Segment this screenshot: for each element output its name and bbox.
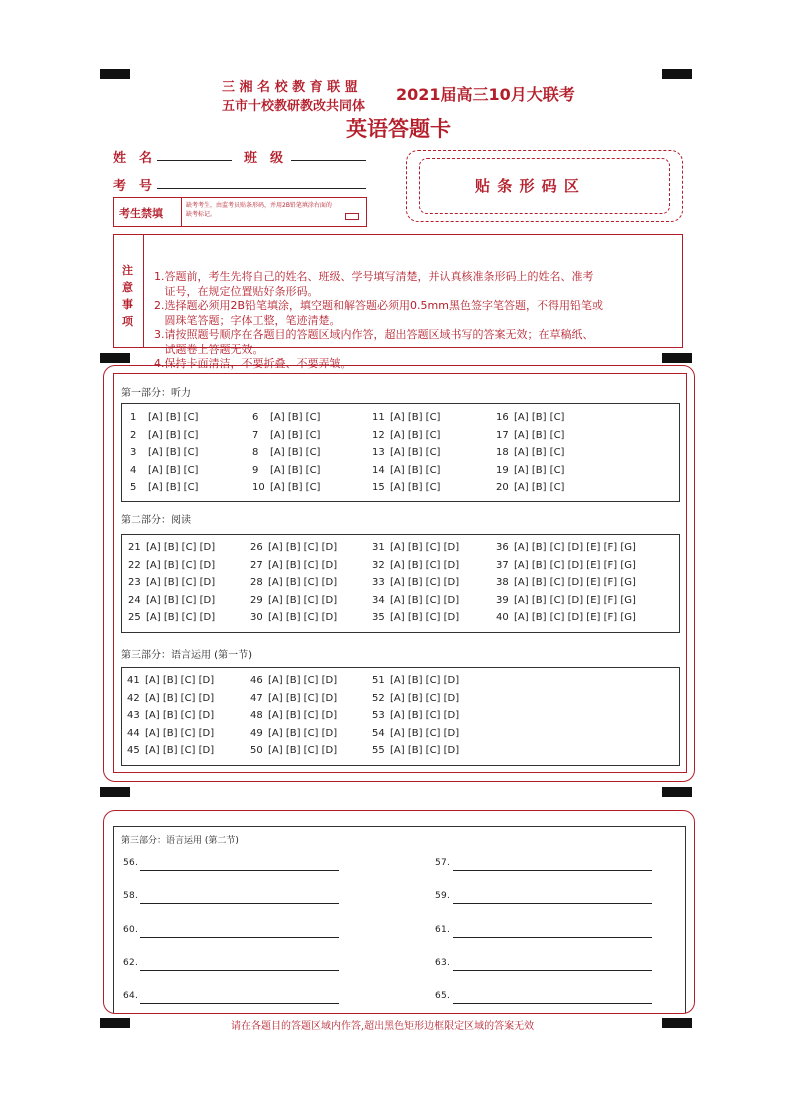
question-row[interactable]	[372, 542, 459, 553]
answer-options[interactable]: [A] [B] [C]	[514, 412, 565, 423]
question-number: 6	[252, 412, 259, 423]
question-row[interactable]	[496, 482, 564, 493]
blank-number: 64.	[123, 991, 139, 1001]
question-number: 53	[372, 710, 385, 721]
answer-options[interactable]: [A] [B] [C]	[148, 482, 199, 493]
question-row[interactable]	[372, 482, 440, 493]
question-row[interactable]	[372, 447, 440, 458]
question-number: 16	[496, 412, 509, 423]
answer-options[interactable]: [A] [B] [C]	[390, 447, 441, 458]
answer-options[interactable]: [A] [B] [C]	[148, 447, 199, 458]
part1-title: 第一部分：听力	[121, 388, 191, 399]
answer-options[interactable]: [A] [B] [C] [D] [E] [F] [G]	[514, 542, 636, 553]
timing-mark	[662, 353, 692, 363]
question-number: 47	[250, 692, 263, 704]
question-number: 37	[496, 559, 509, 571]
org-name-1: 三 湘 名 校 教 育 联 盟	[222, 80, 358, 95]
question-row[interactable]	[496, 447, 564, 458]
answer-options[interactable]: [A] [B] [C] [D]	[268, 559, 338, 571]
answer-options[interactable]: [A] [B] [C] [D]	[390, 727, 460, 739]
question-number: 41	[127, 675, 140, 686]
answer-line[interactable]	[453, 970, 652, 971]
answer-options[interactable]: [A] [B] [C]	[148, 429, 199, 441]
question-number: 12	[372, 429, 385, 441]
written-inner	[113, 826, 686, 1013]
question-row[interactable]	[130, 430, 198, 441]
name-field[interactable]	[157, 160, 232, 161]
question-row[interactable]	[130, 465, 198, 476]
answer-options[interactable]: [A] [B] [C] [D]	[268, 745, 338, 756]
question-row[interactable]	[250, 745, 337, 756]
answer-line[interactable]	[140, 1003, 339, 1004]
answer-options[interactable]: [A] [B] [C]	[270, 447, 321, 458]
blank-number: 62.	[123, 958, 139, 968]
question-number: 30	[250, 612, 263, 623]
question-row[interactable]	[372, 612, 459, 623]
answer-options[interactable]: [A] [B] [C] [D]	[390, 577, 460, 588]
question-row[interactable]	[252, 465, 320, 476]
question-row[interactable]	[250, 612, 337, 623]
answer-options[interactable]: [A] [B] [C]	[390, 482, 441, 493]
answer-options[interactable]: [A] [B] [C] [D]	[268, 577, 338, 588]
barcode-label: 贴 条 形 码 区	[475, 177, 580, 195]
answer-options[interactable]: [A] [B] [C] [D]	[145, 692, 215, 704]
question-number: 39	[496, 594, 509, 606]
question-number: 4	[130, 464, 137, 476]
question-row[interactable]	[372, 560, 459, 571]
question-number: 40	[496, 612, 509, 623]
question-row[interactable]	[250, 728, 337, 739]
answer-options[interactable]: [A] [B] [C] [D]	[146, 542, 216, 553]
question-row[interactable]	[250, 560, 337, 571]
answer-options[interactable]: [A] [B] [C]	[270, 464, 321, 476]
question-number: 26	[250, 542, 263, 553]
question-row[interactable]	[372, 675, 459, 686]
answer-options[interactable]: [A] [B] [C]	[514, 447, 565, 458]
part3a-title: 第三部分：语言运用 (第一节)	[121, 650, 252, 661]
blank-number: 57.	[435, 858, 451, 868]
blank-number: 61.	[435, 925, 451, 935]
question-number: 51	[372, 675, 385, 686]
question-row[interactable]	[130, 482, 198, 493]
answer-options[interactable]: [A] [B] [C] [D]	[390, 692, 460, 704]
question-row[interactable]	[128, 560, 215, 571]
absent-box	[113, 197, 367, 227]
question-row[interactable]	[496, 595, 636, 606]
answer-options[interactable]: [A] [B] [C] [D]	[390, 745, 460, 756]
question-number: 31	[372, 542, 385, 553]
answer-line[interactable]	[453, 1003, 652, 1004]
question-row[interactable]	[372, 728, 459, 739]
blank-number: 60.	[123, 925, 139, 935]
answer-options[interactable]: [A] [B] [C]	[270, 412, 321, 423]
question-row[interactable]	[496, 430, 564, 441]
notes-box	[113, 234, 683, 370]
question-number: 18	[496, 447, 509, 458]
question-number: 36	[496, 542, 509, 553]
question-number: 54	[372, 727, 385, 739]
number-field[interactable]	[157, 188, 366, 189]
question-number: 35	[372, 612, 385, 623]
question-number: 28	[250, 577, 263, 588]
question-row[interactable]	[252, 430, 320, 441]
absent-mark-box[interactable]	[345, 213, 359, 220]
timing-mark	[100, 1018, 130, 1028]
part2-title: 第二部分：阅读	[121, 515, 191, 526]
question-number: 45	[127, 745, 140, 756]
number-label: 考 号	[113, 179, 153, 194]
question-row[interactable]	[496, 465, 564, 476]
question-number: 10	[252, 482, 265, 493]
answer-options[interactable]: [A] [B] [C] [D]	[390, 612, 460, 623]
question-row[interactable]	[130, 447, 198, 458]
answer-options[interactable]: [A] [B] [C] [D]	[145, 710, 215, 721]
question-number: 52	[372, 692, 385, 704]
barcode-area	[406, 150, 683, 222]
answer-options[interactable]: [A] [B] [C] [D] [E] [F] [G]	[514, 594, 636, 606]
answer-options[interactable]: [A] [B] [C] [D]	[390, 559, 460, 571]
question-row[interactable]	[252, 447, 320, 458]
question-number: 33	[372, 577, 385, 588]
answer-options[interactable]: [A] [B] [C]	[270, 482, 321, 493]
question-number: 29	[250, 594, 263, 606]
blank-number: 63.	[435, 958, 451, 968]
answer-options[interactable]: [A] [B] [C]	[270, 429, 321, 441]
question-number: 14	[372, 464, 385, 476]
answer-line[interactable]	[140, 937, 339, 938]
question-number: 46	[250, 675, 263, 686]
question-row[interactable]	[496, 577, 636, 588]
question-row[interactable]	[372, 577, 459, 588]
question-number: 38	[496, 577, 509, 588]
answer-options[interactable]: [A] [B] [C] [D]	[268, 594, 338, 606]
question-row[interactable]	[496, 542, 636, 553]
question-row[interactable]	[252, 412, 320, 423]
answer-line[interactable]	[140, 970, 339, 971]
answer-options[interactable]: [A] [B] [C]	[514, 482, 565, 493]
answer-line[interactable]	[140, 870, 339, 871]
answer-options[interactable]: [A] [B] [C] [D]	[145, 727, 215, 739]
question-row[interactable]	[372, 430, 440, 441]
timing-mark	[100, 353, 130, 363]
class-field[interactable]	[291, 160, 366, 161]
question-number: 25	[128, 612, 141, 623]
question-number: 48	[250, 710, 263, 721]
question-row[interactable]	[128, 577, 215, 588]
question-number: 3	[130, 447, 137, 458]
answer-options[interactable]: [A] [B] [C]	[514, 464, 565, 476]
page-title: 英语答题卡	[346, 117, 451, 141]
answer-options[interactable]: [A] [B] [C]	[390, 429, 441, 441]
question-number: 7	[252, 429, 259, 441]
answer-options[interactable]: [A] [B] [C] [D]	[268, 710, 338, 721]
footer-note: 请在各题目的答题区域内作答,超出黑色矩形边框限定区域的答案无效	[231, 1021, 535, 1032]
question-row[interactable]	[128, 595, 215, 606]
answer-line[interactable]	[453, 903, 652, 904]
question-number: 9	[252, 464, 259, 476]
question-number: 19	[496, 464, 509, 476]
answer-options[interactable]: [A] [B] [C]	[148, 464, 199, 476]
question-row[interactable]	[250, 710, 337, 721]
question-number: 2	[130, 429, 137, 441]
question-number: 23	[128, 577, 141, 588]
question-row[interactable]	[372, 693, 459, 704]
answer-options[interactable]: [A] [B] [C] [D]	[390, 542, 460, 553]
blank-number: 59.	[435, 891, 451, 901]
part3b-title: 第三部分：语言运用 (第二节)	[121, 836, 239, 846]
blank-number: 58.	[123, 891, 139, 901]
question-number: 20	[496, 482, 509, 493]
answer-options[interactable]: [A] [B] [C] [D]	[146, 577, 216, 588]
question-number: 34	[372, 594, 385, 606]
absent-label: 考生禁填	[119, 207, 163, 220]
answer-options[interactable]: [A] [B] [C] [D] [E] [F] [G]	[514, 612, 636, 623]
question-row[interactable]	[252, 482, 320, 493]
question-number: 1	[130, 412, 137, 423]
answer-options[interactable]: [A] [B] [C] [D]	[146, 594, 216, 606]
question-row[interactable]	[127, 745, 214, 756]
answer-options[interactable]: [A] [B] [C]	[390, 464, 441, 476]
question-number: 15	[372, 482, 385, 493]
org-name-2: 五市十校教研教改共同体	[222, 99, 366, 114]
blank-number: 65.	[435, 991, 451, 1001]
question-number: 13	[372, 447, 385, 458]
question-number: 50	[250, 745, 263, 756]
question-row[interactable]	[372, 595, 459, 606]
answer-options[interactable]: [A] [B] [C] [D]	[268, 727, 338, 739]
answer-options[interactable]: [A] [B] [C] [D]	[390, 594, 460, 606]
answer-options[interactable]: [A] [B] [C] [D]	[268, 675, 338, 686]
question-row[interactable]	[372, 412, 440, 423]
question-number: 5	[130, 482, 137, 493]
question-row[interactable]	[372, 745, 459, 756]
answer-options[interactable]: [A] [B] [C] [D] [E] [F] [G]	[514, 577, 636, 588]
question-number: 17	[496, 429, 509, 441]
timing-mark	[100, 69, 130, 79]
answer-options[interactable]: [A] [B] [C] [D]	[268, 542, 338, 553]
question-row[interactable]	[128, 612, 215, 623]
answer-options[interactable]: [A] [B] [C]	[148, 412, 199, 423]
answer-options[interactable]: [A] [B] [C] [D]	[145, 675, 215, 686]
question-row[interactable]	[372, 465, 440, 476]
question-row[interactable]	[250, 675, 337, 686]
answer-line[interactable]	[140, 903, 339, 904]
absent-note: 缺考考生，由监考员贴条形码，并用2B铅笔填涂右面的缺考标记。	[186, 202, 332, 218]
question-number: 8	[252, 447, 259, 458]
question-number: 44	[127, 727, 140, 739]
answer-options[interactable]: [A] [B] [C] [D]	[268, 692, 338, 704]
answer-options[interactable]: [A] [B] [C] [D]	[390, 675, 460, 686]
question-number: 42	[127, 692, 140, 704]
answer-options[interactable]: [A] [B] [C] [D] [E] [F] [G]	[514, 559, 636, 571]
timing-mark	[662, 787, 692, 797]
question-row[interactable]	[496, 560, 636, 571]
question-row[interactable]	[250, 693, 337, 704]
answer-options[interactable]: [A] [B] [C]	[514, 429, 565, 441]
question-row[interactable]	[496, 412, 564, 423]
question-row[interactable]	[128, 542, 215, 553]
question-number: 43	[127, 710, 140, 721]
question-row[interactable]	[127, 675, 214, 686]
question-row[interactable]	[250, 577, 337, 588]
question-row[interactable]	[250, 542, 337, 553]
notes-text: 1.答题前，考生先将自己的姓名、班级、学号填写清楚，并认真核准条形码上的姓名、准考 证号，在规定位置贴好条形码。 2.选择题必须用2B铅笔填涂，填空题和解答题必须用0.5mm黑色签字笔答题，不得用铅笔或 圆珠笔答题；字体工整，笔迹清楚。 3.请按照题号顺序在各题目的答题区域内作答，超出答题区域书写的答案无效；在草稿纸、 试题卷上答题无效。 4.保持卡面清洁，不要折叠、不要弄皱。	[154, 270, 603, 370]
question-number: 21	[128, 542, 141, 553]
question-row[interactable]	[372, 710, 459, 721]
timing-mark	[662, 69, 692, 79]
class-label: 班 级	[244, 151, 284, 166]
answer-options[interactable]: [A] [B] [C]	[390, 412, 441, 423]
answer-options[interactable]: [A] [B] [C] [D]	[146, 612, 216, 623]
question-number: 49	[250, 727, 263, 739]
answer-line[interactable]	[453, 870, 652, 871]
answer-options[interactable]: [A] [B] [C] [D]	[145, 745, 215, 756]
answer-options[interactable]: [A] [B] [C] [D]	[268, 612, 338, 623]
question-row[interactable]	[127, 710, 214, 721]
question-row[interactable]	[250, 595, 337, 606]
question-row[interactable]	[496, 612, 636, 623]
question-row[interactable]	[127, 693, 214, 704]
question-number: 22	[128, 559, 141, 571]
timing-mark	[662, 1018, 692, 1028]
answer-options[interactable]: [A] [B] [C] [D]	[146, 559, 216, 571]
answer-line[interactable]	[453, 937, 652, 938]
question-number: 55	[372, 745, 385, 756]
question-row[interactable]	[127, 728, 214, 739]
question-row[interactable]	[130, 412, 198, 423]
name-label: 姓 名	[113, 151, 153, 166]
blank-number: 56.	[123, 858, 139, 868]
question-number: 32	[372, 559, 385, 571]
question-number: 11	[372, 412, 385, 423]
exam-name: 2021届高三10月大联考	[396, 85, 575, 104]
notes-label: 注 意 事 项	[122, 264, 133, 328]
question-number: 27	[250, 559, 263, 571]
timing-mark	[100, 787, 130, 797]
question-number: 24	[128, 594, 141, 606]
answer-options[interactable]: [A] [B] [C] [D]	[390, 710, 460, 721]
